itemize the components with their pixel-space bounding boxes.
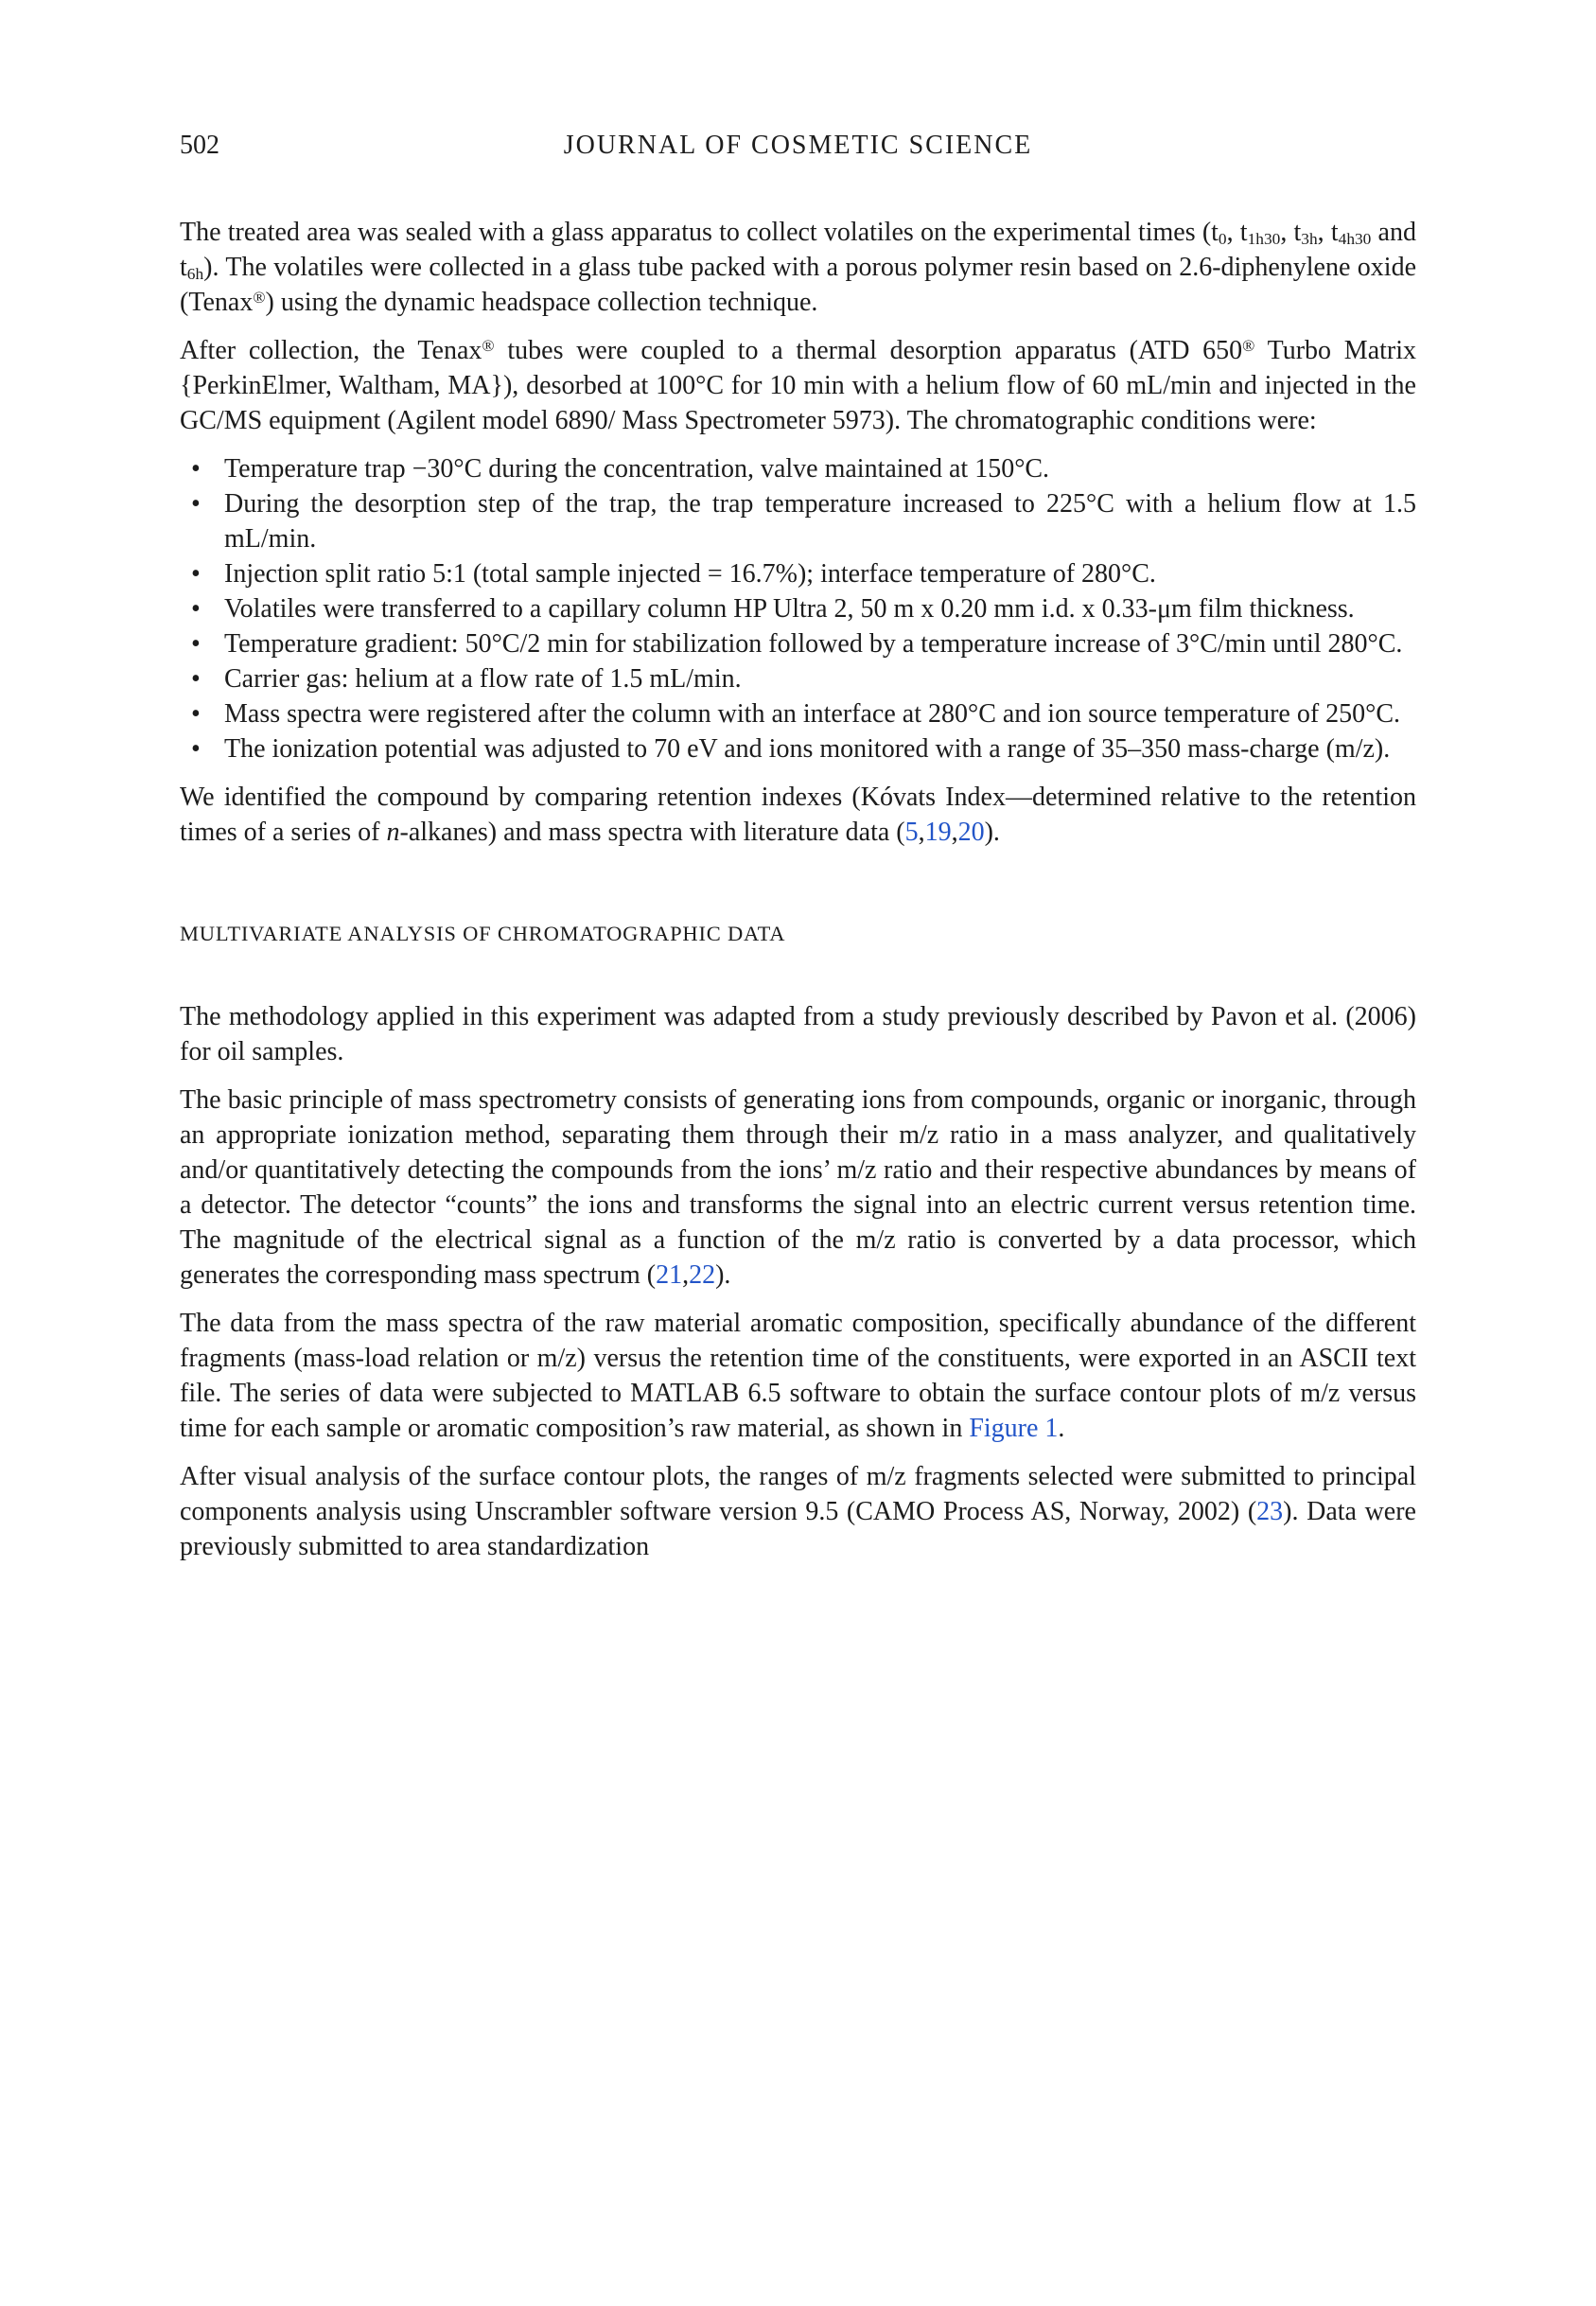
paragraph xyxy=(180,1306,1416,1446)
text-run: The methodology applied in this experiment was adapted from a study previously described by Pavon et al. (2006) for oil samples. xyxy=(180,1002,1416,1066)
text-run: The treated area was sealed with a glass apparatus to collect volatiles on the experimental times (t xyxy=(180,218,1219,247)
reference-link[interactable]: 20 xyxy=(957,818,985,847)
subscript-text: 1h30 xyxy=(1247,230,1281,249)
bullet-item xyxy=(180,696,1416,731)
text-run: The basic principle of mass spectrometry consists of generating ions from compounds, organic or inorganic, through an appropriate ionization method, separating them through their m/z ratio in a mass analyzer, and qualitatively and/or quantitatively detecting the compounds from the ions’ m/z ratio and their respective abundances by means of a detector. The detector “counts” the ions and transforms the signal into an electric current versus retention time. The magnitude of the electrical signal as a function of the m/z ratio is converted by a data processor, which generates the corresponding mass spectrum ( xyxy=(180,1085,1416,1290)
text-run: , t xyxy=(1280,218,1302,247)
text-run: During the desorption step of the trap, the trap temperature increased to 225°C with a helium flow at 1.5 mL/min. xyxy=(224,489,1416,554)
text-run: After collection, the Tenax xyxy=(180,336,482,365)
bullet-icon: • xyxy=(191,454,201,484)
journal-title: JOURNAL OF COSMETIC SCIENCE xyxy=(563,131,1033,160)
page-number: 502 xyxy=(180,131,219,160)
reference-link[interactable]: 19 xyxy=(924,818,952,847)
text-run: ). xyxy=(715,1260,731,1290)
text-run: We identified the compound by comparing retention indexes (Kóvats Index—determined relative to the retention times of a series of xyxy=(180,783,1416,847)
bullet-item xyxy=(180,591,1416,626)
text-run: ). xyxy=(984,818,1000,847)
paragraph xyxy=(180,333,1416,438)
text-run: , xyxy=(951,818,958,847)
reference-link[interactable]: 21 xyxy=(656,1260,683,1290)
bullet-icon: • xyxy=(191,559,201,589)
reference-link[interactable]: 22 xyxy=(689,1260,716,1290)
text-run: ). The volatiles were collected in a glass tube packed with a porous polymer resin based on 2.6-diphenylene oxide (Tenax xyxy=(180,253,1416,317)
bullet-icon: • xyxy=(191,734,201,764)
text-run: Turbo Matrix {PerkinElmer, Waltham, MA}), desorbed at 100°C for 10 min with a helium flow of 60 mL/min and injected in the GC/MS equipment (Agilent model 6890/ Mass Spectrometer 5973). The chromatographic conditions were: xyxy=(180,336,1417,435)
text-run: tubes were coupled to a thermal desorption apparatus (ATD 650 xyxy=(494,336,1243,365)
section-heading xyxy=(180,920,1416,948)
text-run: , xyxy=(682,1260,690,1290)
bullet-icon: • xyxy=(191,489,201,519)
text-run: The data from the mass spectra of the raw material aromatic composition, specifically abundance of the different fragments (mass-load relation or m/z) versus the retention time of the constituents, were exported in an ASCII text file. The series of data were subjected to MATLAB 6.5 software to obtain the surface contour plots of m/z versus time for each sample or aromatic composition’s raw material, as shown in xyxy=(180,1309,1416,1443)
reference-link[interactable]: 5 xyxy=(904,818,919,847)
paragraph xyxy=(180,780,1416,850)
paragraph xyxy=(180,215,1416,320)
text-run: ). Data were previously submitted to area standardization xyxy=(180,1497,1416,1561)
paragraph xyxy=(180,999,1416,1069)
subscript-text: 6h xyxy=(186,265,204,284)
bullet-item xyxy=(180,486,1416,556)
text-run: , xyxy=(918,818,925,847)
bullet-item xyxy=(180,556,1416,591)
text-run: -alkanes) and mass spectra with literature data ( xyxy=(399,818,905,847)
bullet-item xyxy=(180,451,1416,486)
bullet-icon: • xyxy=(191,664,201,694)
text-run: Temperature trap −30°C during the concentration, valve maintained at 150°C. xyxy=(224,454,1050,484)
text-run: MULTIVARIATE ANALYSIS OF CHROMATOGRAPHIC DATA xyxy=(180,922,786,945)
reference-link[interactable]: 23 xyxy=(1256,1497,1284,1526)
paragraph xyxy=(180,1459,1416,1564)
bullet-icon: • xyxy=(191,699,201,729)
text-run: . xyxy=(1058,1414,1065,1443)
subscript-text: 4h30 xyxy=(1338,230,1372,249)
bullet-icon: • xyxy=(191,594,201,624)
text-run: The ionization potential was adjusted to 70 eV and ions monitored with a range of 35–350 mass-charge (m/z). xyxy=(224,734,1391,764)
bullet-item xyxy=(180,626,1416,661)
text-run: Volatiles were transferred to a capillary column HP Ultra 2, 50 m x 0.20 mm i.d. x 0.33-μm film thickness. xyxy=(224,594,1355,624)
subscript-text: 0 xyxy=(1218,230,1227,249)
text-run: Temperature gradient: 50°C/2 min for stabilization followed by a temperature increase of 3°C/min until 280°C. xyxy=(224,629,1403,659)
text-run: Injection split ratio 5:1 (total sample injected = 16.7%); interface temperature of 280°C. xyxy=(224,559,1156,589)
text-run: After visual analysis of the surface contour plots, the ranges of m/z fragments selected were submitted to principal components analysis using Unscrambler software version 9.5 (CAMO Process AS, Norway, 2002) ( xyxy=(180,1462,1416,1526)
text-run: , t xyxy=(1317,218,1339,247)
text-run: and t xyxy=(180,218,1416,282)
superscript-mark: ® xyxy=(482,337,495,356)
bullet-icon: • xyxy=(191,629,201,659)
subscript-text: 3h xyxy=(1301,230,1318,249)
text-run: Mass spectra were registered after the column with an interface at 280°C and ion source temperature of 250°C. xyxy=(224,699,1401,729)
bullet-list xyxy=(180,451,1416,766)
superscript-mark: ® xyxy=(1242,337,1255,356)
article-body xyxy=(180,215,1416,1564)
text-run: ) using the dynamic headspace collection technique. xyxy=(265,288,818,317)
bullet-item xyxy=(180,661,1416,696)
text-run: , t xyxy=(1226,218,1248,247)
page-header xyxy=(180,128,1416,166)
text-run: Carrier gas: helium at a flow rate of 1.5 mL/min. xyxy=(224,664,742,694)
italic-text: n xyxy=(386,818,400,847)
paragraph xyxy=(180,1083,1416,1293)
bullet-item xyxy=(180,731,1416,766)
reference-link[interactable]: Figure 1 xyxy=(969,1414,1059,1443)
superscript-mark: ® xyxy=(253,289,266,308)
